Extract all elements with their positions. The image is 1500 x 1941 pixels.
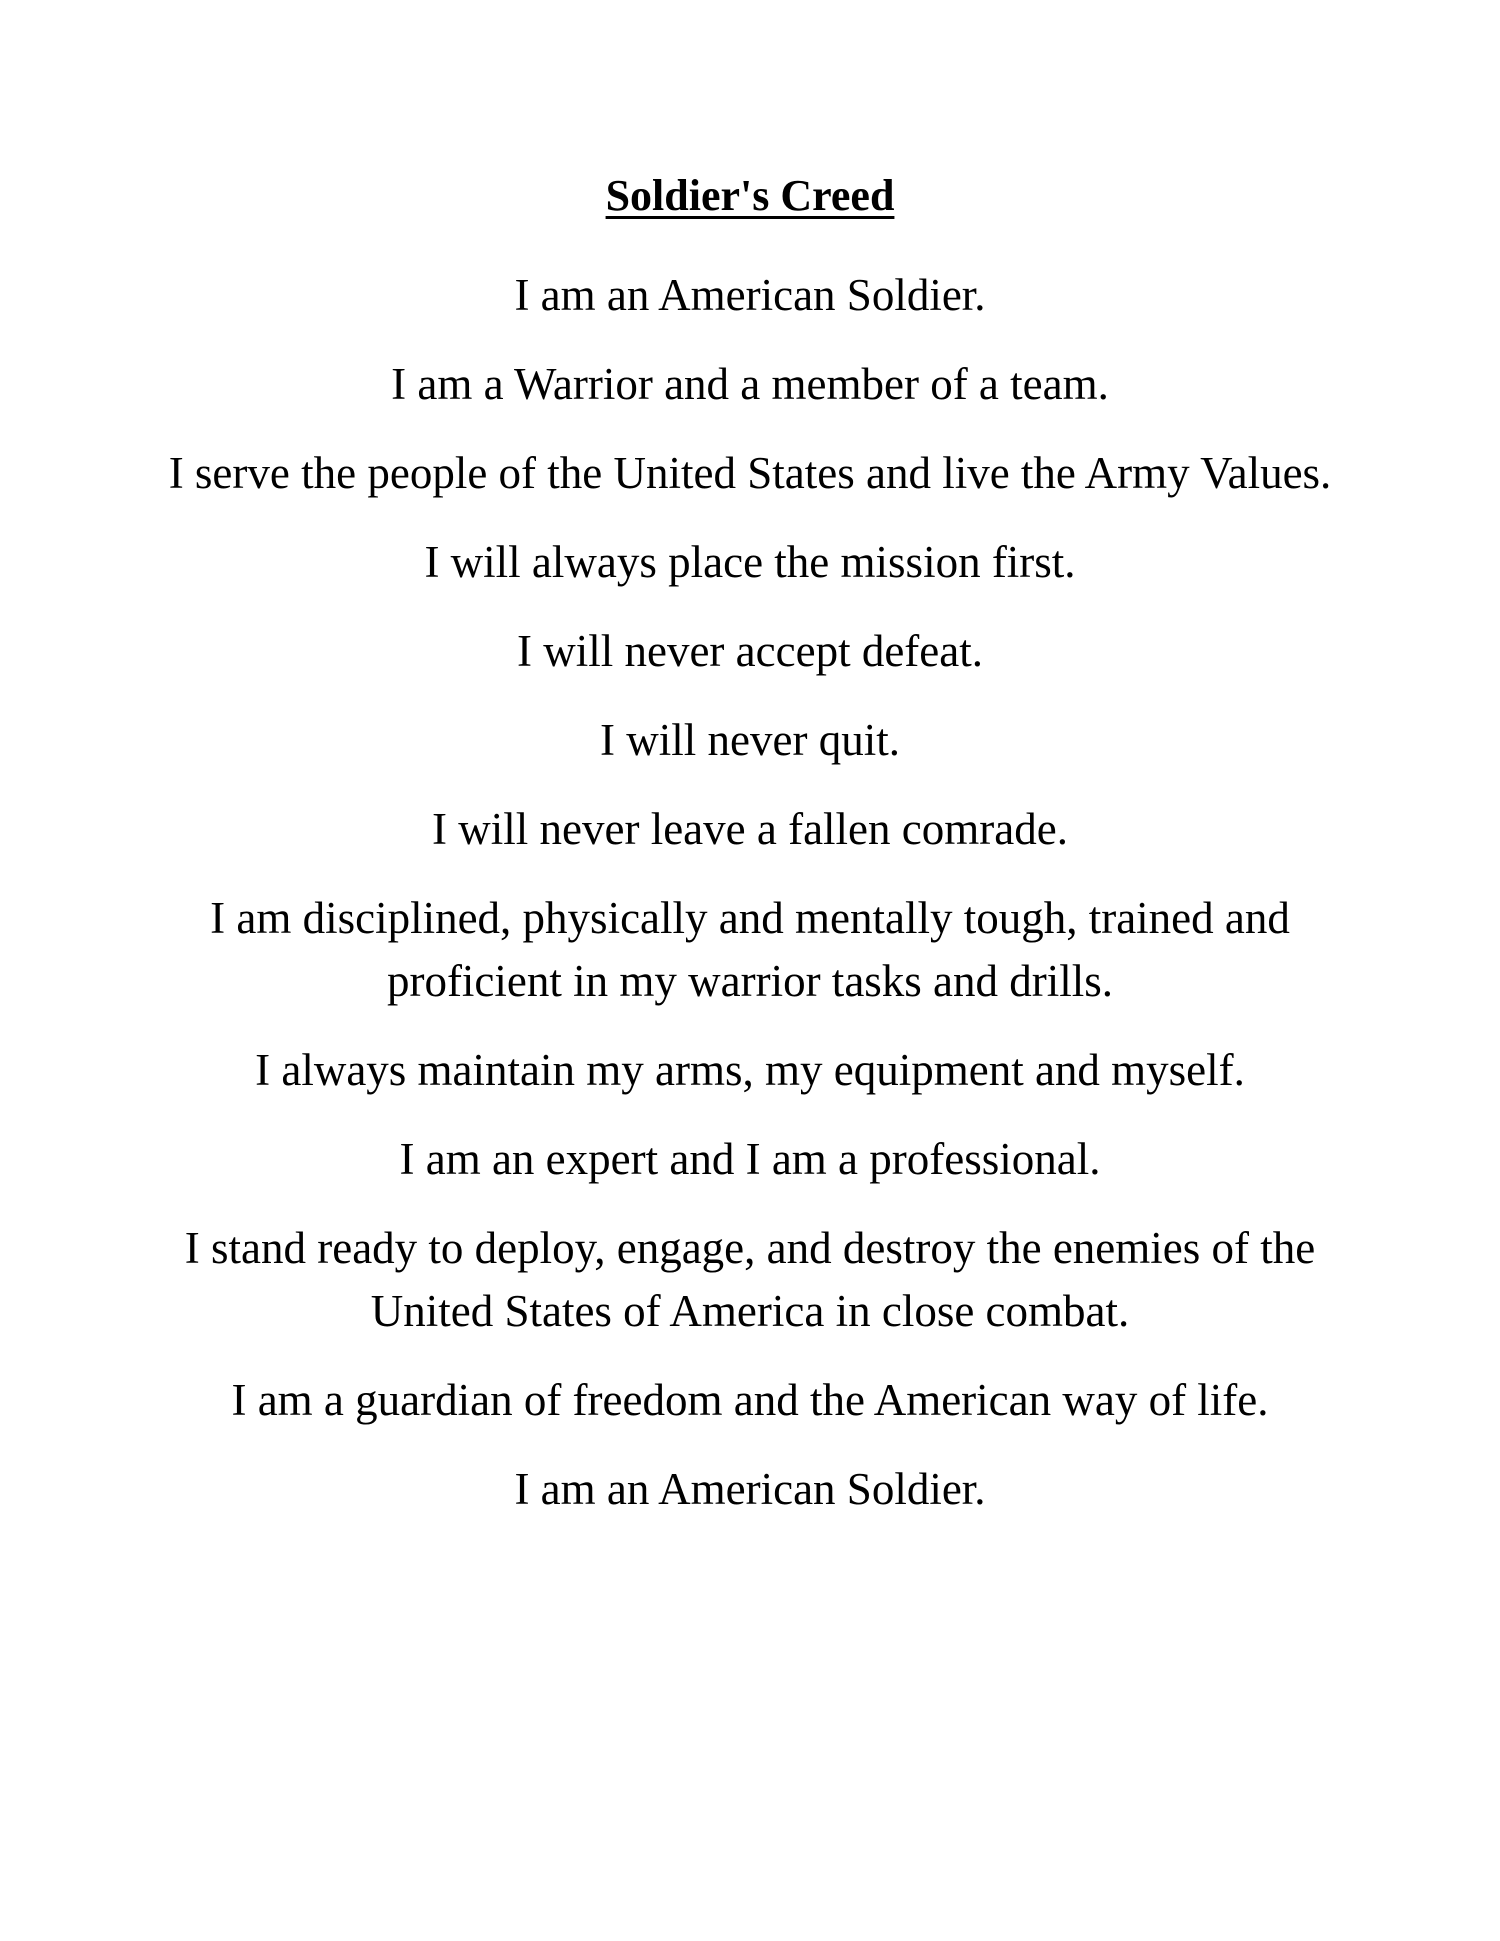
creed-line: I am an American Soldier. [514, 270, 986, 320]
creed-lines [150, 264, 1350, 1547]
creed-line: I am a guardian of freedom and the American way of life. [231, 1375, 1269, 1425]
creed-line: I am an American Soldier. [514, 1464, 986, 1514]
creed-line: I will never leave a fallen comrade. [432, 804, 1068, 854]
creed-line: I am a Warrior and a member of a team. [391, 359, 1109, 409]
creed-line: I stand ready to deploy, engage, and destroy the enemies of the United States of America in close combat. [184, 1223, 1316, 1336]
creed-line: I always maintain my arms, my equipment and myself. [255, 1045, 1245, 1095]
creed-line: I will never quit. [600, 715, 900, 765]
document-title: Soldier's Creed [605, 171, 895, 220]
creed-line: I serve the people of the United States and live the Army Values. [168, 448, 1332, 498]
creed-line: I am disciplined, physically and mentally tough, trained and proficient in my warrior tasks and drills. [210, 893, 1290, 1006]
creed-line: I will never accept defeat. [517, 626, 983, 676]
creed-line: I will always place the mission first. [424, 537, 1076, 587]
creed-line: I am an expert and I am a professional. [399, 1134, 1101, 1184]
